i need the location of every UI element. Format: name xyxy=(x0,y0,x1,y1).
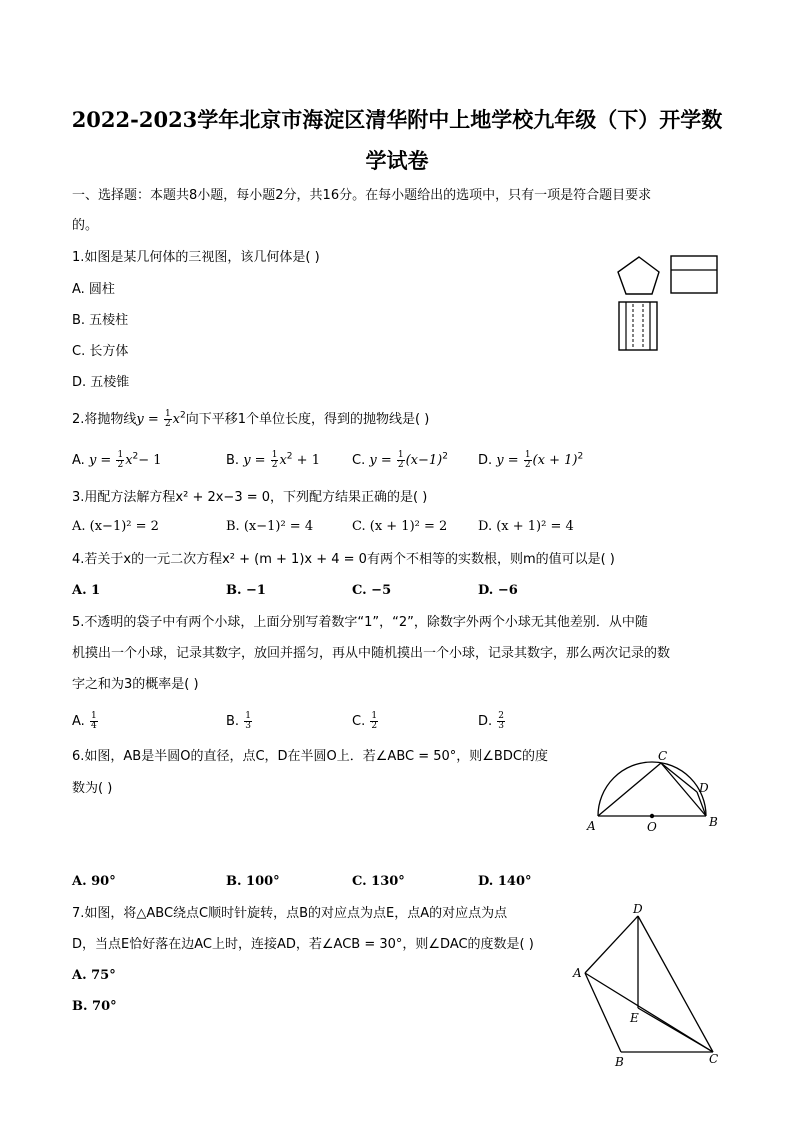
q2-option-d: D. y = $\frac{1}{2}$ $(x + 1)^2$ xyxy=(478,450,584,470)
label-c: C xyxy=(658,749,668,763)
q2-option-a: A. y = $\frac{1}{2}$ $x^2- 1$ xyxy=(72,450,162,470)
label-d: D xyxy=(699,781,709,795)
q6-option-c: C. 130° xyxy=(352,874,405,889)
top-view-rectangle xyxy=(619,302,657,350)
center-point-o xyxy=(650,814,654,818)
q6-option-d: D. 140° xyxy=(478,874,532,889)
exam-title-line2: 学试卷 xyxy=(365,148,429,173)
q7-option-b: B. 70° xyxy=(72,999,117,1014)
label-e: E xyxy=(630,1011,639,1025)
label-c: C xyxy=(709,1052,719,1066)
q7-rotation-figure xyxy=(570,900,730,1070)
chord-cd xyxy=(661,763,697,792)
front-view-pentagon xyxy=(618,257,659,294)
q5-stem-line3: 字之和为3的概率是( ) xyxy=(72,677,199,692)
q4-stem: 4.若关于x的一元二次方程x² + (m + 1)x + 4 = 0有两个不相等的实数根，则m的值可以是( ) xyxy=(72,552,615,567)
segment-ec xyxy=(638,1008,713,1052)
q1-option-a: A. 圆柱 xyxy=(72,282,115,297)
q3-option-a: A. (x−1)² = 2 xyxy=(72,519,159,534)
q1-option-b: B. 五棱柱 xyxy=(72,313,129,328)
q6-semicircle-figure xyxy=(585,748,725,838)
q3-option-c: C. (x + 1)² = 2 xyxy=(352,519,448,534)
section-header-line1: 一、选择题：本题共8小题，每小题2分，共16分。在每小题给出的选项中，只有一项是符合题目要求 xyxy=(72,188,652,203)
side-view-rectangle xyxy=(671,256,717,293)
q1-option-d: D. 五棱锥 xyxy=(72,375,130,390)
segment-da xyxy=(585,916,638,973)
q3-option-b: B. (x−1)² = 4 xyxy=(226,519,314,534)
section-header-line2: 的。 xyxy=(72,218,99,233)
q3-option-d: D. (x + 1)² = 4 xyxy=(478,519,574,534)
label-b: B xyxy=(615,1055,624,1069)
segment-dc xyxy=(638,916,713,1052)
chord-ac xyxy=(598,763,661,816)
q1-three-views-figure xyxy=(610,250,725,355)
q5-stem-line2: 机摸出一个小球，记录其数字，放回并摇匀，再从中随机摸出一个小球，记录其数字，那么两次记录的数 xyxy=(72,646,671,661)
q5-option-c: C. $\frac{1}{2}$ xyxy=(352,711,378,731)
q5-stem-line1: 5.不透明的袋子中有两个小球，上面分别写着数字“1”，“2”，除数字外两个小球无其他差别．从中随 xyxy=(72,615,648,630)
q4-option-b: B. −1 xyxy=(226,583,266,598)
q6-stem-line2: 数为( ) xyxy=(72,781,113,796)
q4-option-a: A. 1 xyxy=(72,583,101,598)
q3-stem: 3.用配方法解方程x² + 2x−3 = 0，下列配方结果正确的是( ) xyxy=(72,490,428,505)
q7-stem-line1: 7.如图，将△ABC绕点C顺时针旋转，点B的对应点为点E，点A的对应点为点 xyxy=(72,906,508,921)
label-a: A xyxy=(573,966,582,980)
q4-option-d: D. −6 xyxy=(478,583,518,598)
q6-option-b: B. 100° xyxy=(226,874,280,889)
q2-stem: 2.将抛物线y = $\frac{1}{2}$ $x^2$向下平移1个单位长度，得到的抛物线是( ) xyxy=(72,409,430,429)
q1-stem: 1.如图是某几何体的三视图，该几何体是( ) xyxy=(72,250,320,265)
q2-option-c: C. y = $\frac{1}{2}$ $(x-1)^2$ xyxy=(352,450,448,470)
q7-option-a: A. 75° xyxy=(72,968,116,983)
q6-stem-line1: 6.如图，AB是半圆O的直径，点C，D在半圆O上．若∠ABC = 50°，则∠BDC的度 xyxy=(72,749,548,764)
label-o: O xyxy=(647,820,657,834)
label-b: B xyxy=(709,815,718,829)
label-d: D xyxy=(633,902,643,916)
q5-option-d: D. $\frac{2}{3}$ xyxy=(478,711,505,731)
q5-option-b: B. $\frac{1}{3}$ xyxy=(226,711,251,731)
q6-option-a: A. 90° xyxy=(72,874,116,889)
q5-option-a: A. $\frac{1}{4}$ xyxy=(72,711,97,731)
q7-stem-line2: D，当点E恰好落在边AC上时，连接AD，若∠ACB = 30°，则∠DAC的度数是( ) xyxy=(72,937,534,952)
q4-option-c: C. −5 xyxy=(352,583,392,598)
q1-option-c: C. 长方体 xyxy=(72,344,129,359)
label-a: A xyxy=(587,819,596,833)
exam-title-line1: 2022-2023学年北京市海淀区清华附中上地学校九年级（下）开学数 xyxy=(71,107,723,132)
q2-option-b: B. y = $\frac{1}{2}$ $x^2 + 1$ xyxy=(226,450,320,470)
